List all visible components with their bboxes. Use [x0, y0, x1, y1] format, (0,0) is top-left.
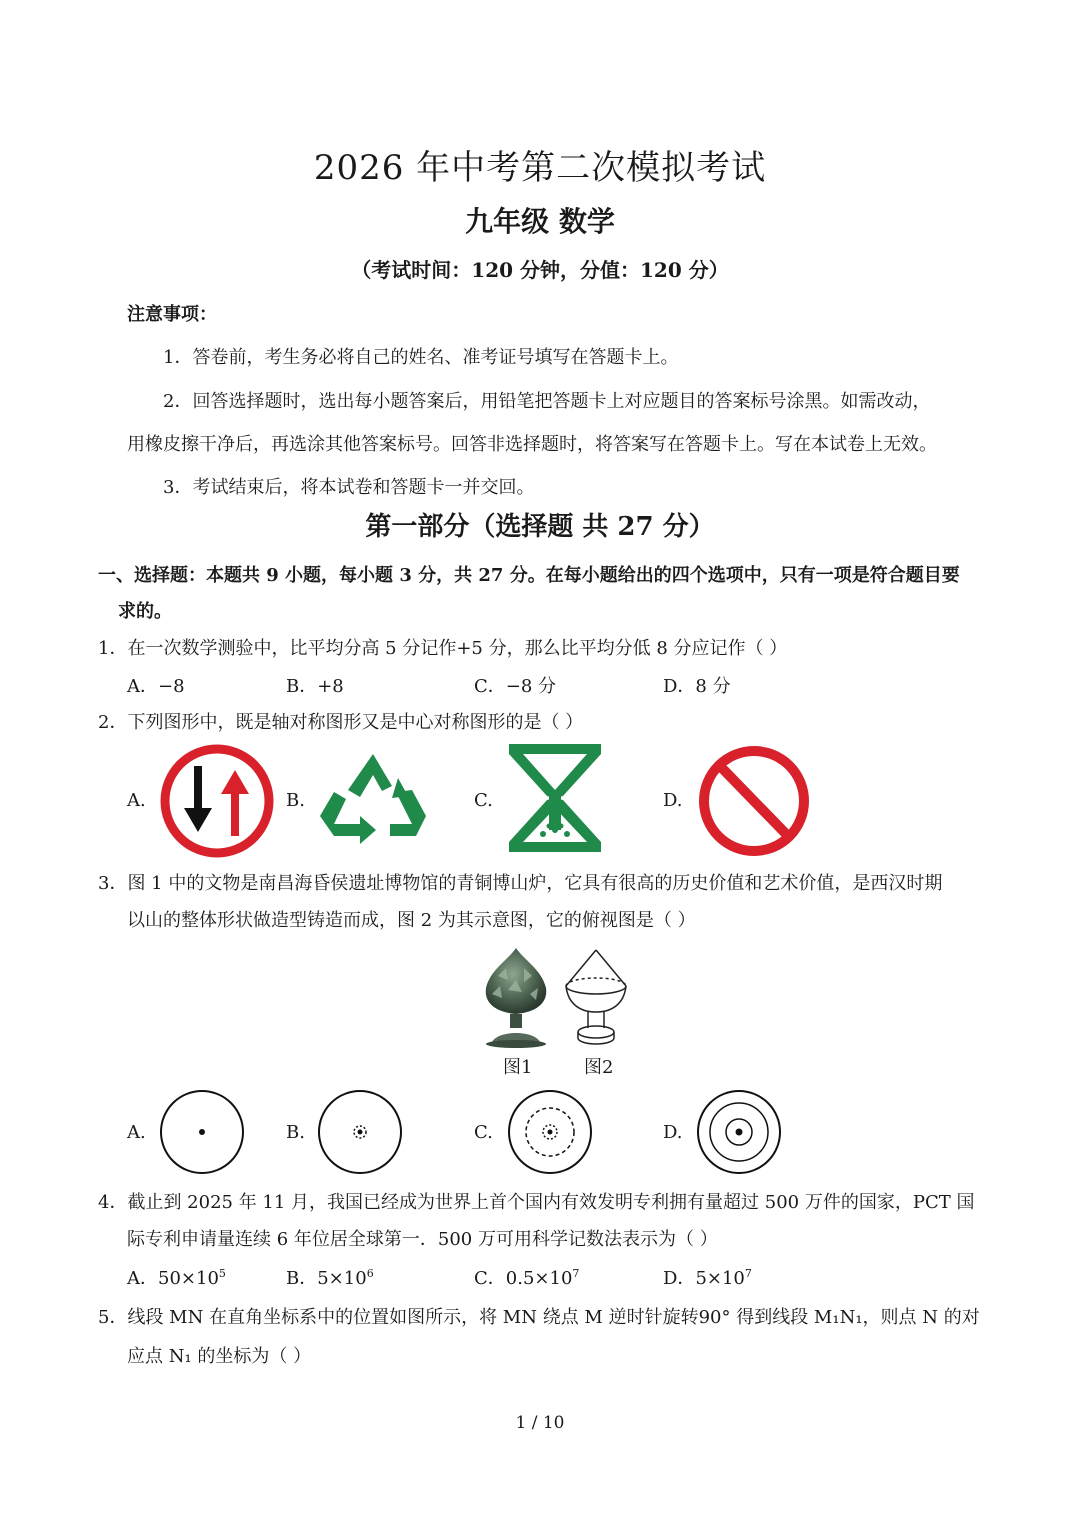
top-view-option-a — [158, 1089, 246, 1175]
q1-option-d: D．8 分 — [663, 676, 731, 697]
q1-option-a: A．−8 — [127, 676, 185, 697]
q4-option-c-label: C． — [474, 1268, 506, 1289]
q4-option-d-base: 5×10 — [695, 1268, 745, 1289]
exam-meta: （考试时间：120 分钟，分值：120 分） — [351, 258, 729, 282]
exam-subtitle: 九年级 数学 — [465, 205, 615, 238]
question-4: 4．截止到 2025 年 11 月，我国已经成为世界上首个国内有效发明专利拥有量超过 500 万件的国家，PCT 国 — [98, 1192, 975, 1213]
question-5: 5．线段 MN 在直角坐标系中的位置如图所示，将 MN 绕点 M 逆时针旋转90° 得到线段 M₁N₁，则点 N 的对 — [98, 1307, 980, 1328]
recycle-sign-icon — [316, 750, 430, 846]
q2-label-d: D. — [663, 790, 683, 811]
no-entry-sign-icon — [694, 742, 814, 860]
figure-1-caption: 图1 — [503, 1057, 533, 1078]
q4-option-d — [663, 1264, 752, 1290]
figure-2-caption: 图2 — [584, 1057, 614, 1078]
hourglass-sign-icon — [505, 742, 605, 854]
q1-option-c: C．−8 分 — [474, 676, 557, 697]
q4-option-b-base: 5×10 — [317, 1268, 367, 1289]
notice-item-2: 2．回答选择题时，选出每小题答案后，用铅笔把答题卡上对应题目的答案标号涂黑。如需改动， — [163, 391, 931, 412]
question-2: 2．下列图形中，既是轴对称图形又是中心对称图形的是（ ） — [98, 712, 584, 733]
q3-label-b: B. — [286, 1122, 305, 1143]
exam-title: 2026 年中考第二次模拟考试 — [313, 148, 767, 188]
q1-option-b: B．+8 — [286, 676, 344, 697]
notice-item-1: 1．答卷前，考生务必将自己的姓名、准考证号填写在答题卡上。 — [163, 347, 679, 368]
q4-option-d-exp: 7 — [744, 1267, 752, 1280]
q3-label-c: C. — [474, 1122, 493, 1143]
section-title: 第一部分（选择题 共 27 分） — [365, 512, 715, 542]
notice-item-2-cont: 用橡皮擦干净后，再选涂其他答案标号。回答非选择题时，将答案写在答题卡上。写在本试卷上无效。 — [127, 434, 937, 455]
top-view-option-c — [505, 1089, 595, 1175]
q4-option-b — [286, 1264, 374, 1290]
notice-item-3: 3．考试结束后，将本试卷和答题卡一并交回。 — [163, 477, 535, 498]
notice-heading: 注意事项： — [127, 304, 217, 325]
question-3: 3．图 1 中的文物是南昌海昏侯遗址博物馆的青铜博山炉，它具有很高的历史价值和艺术价值，是西汉时期 — [98, 873, 943, 894]
q2-label-a: A. — [127, 790, 146, 811]
top-view-option-b — [316, 1089, 404, 1175]
bronze-censer-image — [478, 946, 554, 1050]
q4-option-a — [127, 1264, 226, 1290]
q4-option-b-label: B． — [286, 1268, 318, 1289]
q2-label-c: C. — [474, 790, 493, 811]
q4-option-c — [474, 1264, 579, 1290]
q4-option-b-exp: 6 — [366, 1267, 374, 1280]
q4-option-c-exp: 7 — [572, 1267, 580, 1280]
section-intro-cont: 求的。 — [118, 601, 172, 622]
two-way-traffic-sign-icon — [158, 742, 276, 860]
top-view-option-d — [694, 1089, 784, 1175]
q4-option-d-label: D． — [663, 1268, 696, 1289]
question-3-cont: 以山的整体形状做造型铸造而成，图 2 为其示意图，它的俯视图是（ ） — [127, 910, 696, 931]
question-4-cont: 际专利申请量连续 6 年位居全球第一．500 万可用科学记数法表示为（ ） — [127, 1229, 718, 1250]
question-5-cont: 应点 N₁ 的坐标为（ ） — [127, 1346, 312, 1367]
q4-option-a-base: 50×10 — [158, 1268, 219, 1289]
q4-option-a-label: A． — [127, 1268, 158, 1289]
q4-option-a-exp: 5 — [218, 1267, 226, 1280]
q3-label-a: A. — [127, 1122, 146, 1143]
q4-option-c-base: 0.5×10 — [505, 1268, 573, 1289]
censer-schematic-diagram — [560, 946, 632, 1050]
section-intro: 一、选择题：本题共 9 小题，每小题 3 分，共 27 分。在每小题给出的四个选项中，只有一项是符合题目要 — [98, 565, 960, 586]
q2-label-b: B. — [286, 790, 305, 811]
page-number: 1 / 10 — [515, 1413, 565, 1433]
question-1: 1．在一次数学测验中，比平均分高 5 分记作+5 分，那么比平均分低 8 分应记作（ ） — [98, 638, 788, 659]
q3-label-d: D. — [663, 1122, 683, 1143]
